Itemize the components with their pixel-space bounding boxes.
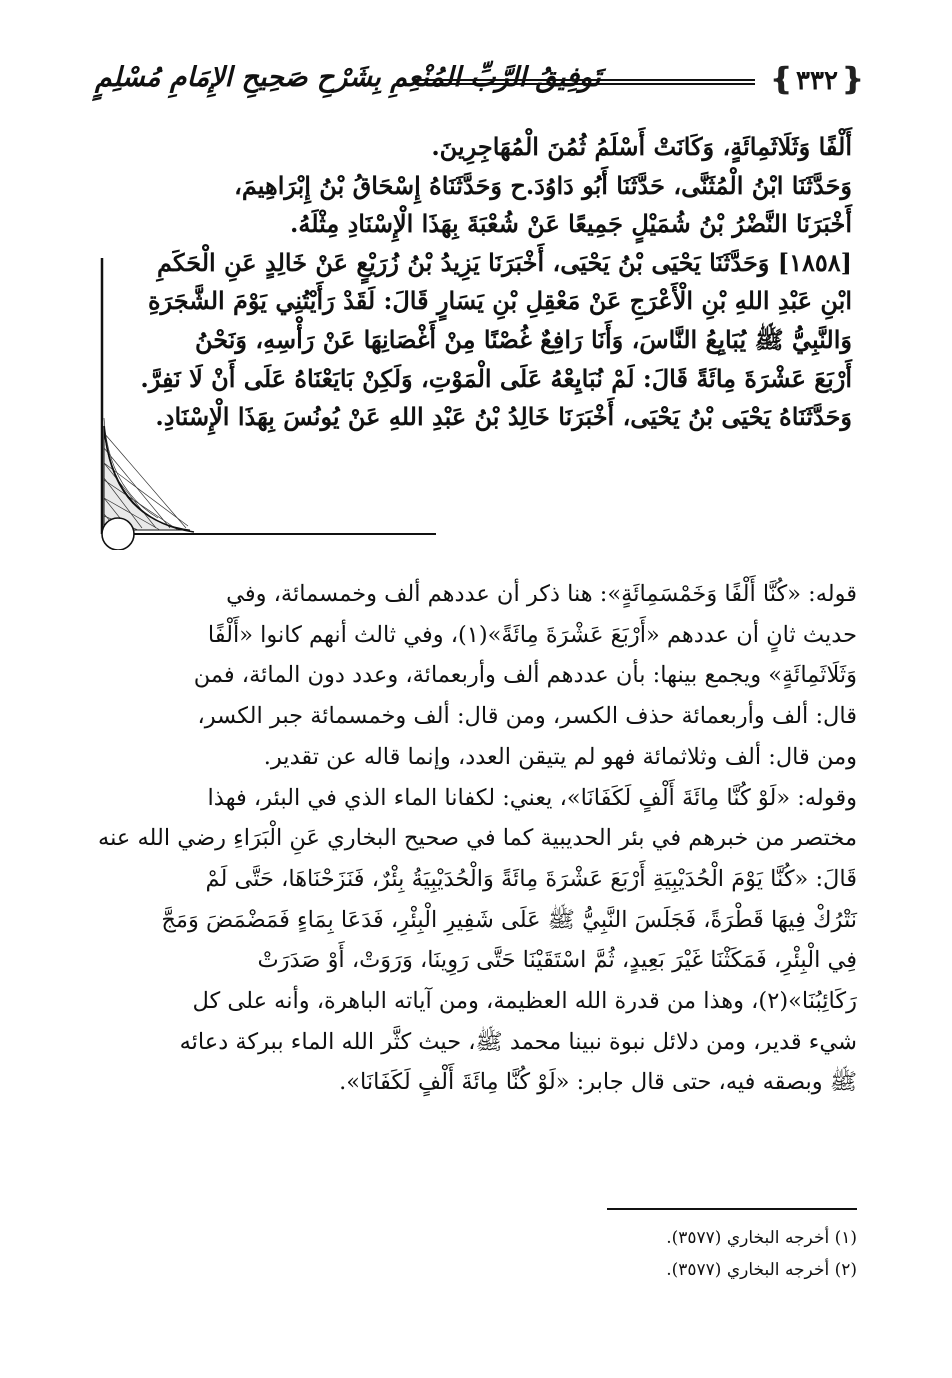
page-number-frame <box>769 58 865 104</box>
footnotes <box>95 1222 857 1286</box>
commentary-line: قال: ألف وأربعمائة حذف الكسر، ومن قال: ألف وخمسمائة جبر الكسر، <box>197 703 857 730</box>
commentary-line: ومن قال: ألف وثلاثمائة فهو لم يتيقن العدد، وإنما قاله عن تقدير. <box>263 743 857 770</box>
commentary-line: فِي الْبِئْرِ، فَمَكَثْنَا غَيْرَ بَعِيدٍ، ثُمَّ اسْتَقَيْنَا حَتَّى رَوِينَا، وَرَوَتْ، أَوْ صَدَرَتْ <box>257 947 857 974</box>
hadith-line: ابْنِ عَبْدِ اللهِ بْنِ الْأَعْرَجِ عَنْ مَعْقِلِ بْنِ يَسَارٍ قَالَ: لَقَدْ رَأَيْتُنِي يَوْمَ الشَّجَرَةِ <box>147 286 852 316</box>
commentary-line: نَتْرُكْ فِيهَا قَطْرَةً، فَجَلَسَ النَّبِيُّ ﷺ عَلَى شَفِيرِ الْبِئْرِ، فَدَعَا بِمَاءٍ فَمَضْمَضَ وَمَجَّ <box>161 906 857 933</box>
hadith-line: وَحَدَّثَنَاهُ يَحْيَى بْنُ يَحْيَى، أَخْبَرَنَا خَالِدُ بْنُ عَبْدِ اللهِ عَنْ يُونُسَ بِهَذَا الْإِسْنَادِ. <box>155 402 852 432</box>
commentary-line: وَثَلَاثَمِائَةٍ» ويجمع بينها: بأن عددهم ألف وأربعمائة، وعدد دون المائة، فمن <box>193 662 857 689</box>
hadith-line: أَلْفًا وَثَلَاثَمِائَةٍ، وَكَانَتْ أَسْلَمُ ثُمُنَ الْمُهَاجِرِينَ. <box>431 132 852 161</box>
commentary-line: قوله: «كُنَّا أَلْفًا وَخَمْسَمِائَةٍ»: هنا ذكر أن عددهم ألف وخمسمائة، وفي <box>226 581 857 607</box>
hadith-line: وَالنَّبِيُّ ﷺ يُبَايِعُ النَّاسَ، وَأَنَا رَافِعٌ غُصْنًا مِنْ أَغْصَانِهَا عَنْ رَأْسِهِ، وَنَحْنُ <box>194 324 852 354</box>
commentary-line: وقوله: «لَوْ كُنَّا مِائَةَ أَلْفٍ لَكَفَانَا»، يعني: لكفانا الماء الذي في البئر، فهذا <box>207 784 857 811</box>
footnote-1: (١) أخرجه البخاري (٣٥٧٧). <box>666 1228 857 1248</box>
hadith-line: [١٨٥٨] وَحَدَّثَنَا يَحْيَى بْنُ يَحْيَى، أَخْبَرَنَا يَزِيدُ بْنُ زُرَيْعٍ عَنْ خَالِدٍ عَنِ الْحَكَمِ <box>156 247 852 277</box>
commentary-line: رَكَائِبُنَا»(٢)، وهذا من قدرة الله العظيمة، ومن آياته الباهرة، وأنه على كل <box>192 988 857 1015</box>
commentary-line: شيء قدير، ومن دلائل نبوة نبينا محمد ﷺ، حيث كثَّر الله الماء ببركة دعائه <box>179 1028 857 1055</box>
commentary-text <box>95 574 857 1103</box>
hadith-line: وَحَدَّثَنَا ابْنُ الْمُثَنَّى، حَدَّثَنَا أَبُو دَاوُدَ.ح وَحَدَّثَنَاهُ إِسْحَاقُ بْنُ إِبْرَاهِيمَ، <box>234 170 852 200</box>
hadith-line: أَرْبَعَ عَشْرَةَ مِائَةً قَالَ: لَمْ نُبَايِعْهُ عَلَى الْمَوْتِ، وَلَكِنْ بَايَعْنَاهُ عَلَى أَنْ لَا نَفِرَّ. <box>140 363 852 393</box>
footnote-2: (٢) أخرجه البخاري (٣٥٧٧). <box>666 1260 857 1280</box>
commentary-line: ﷺ وبصقه فيه، حتى قال جابر: «لَوْ كُنَّا مِائَةَ أَلْفٍ لَكَفَانَا». <box>339 1069 857 1096</box>
page-header <box>95 58 865 108</box>
ornament-right-icon: ❴ <box>839 62 865 97</box>
commentary-line: مختصر من خبرهم في بئر الحديبية كما في صحيح البخاري عَنِ الْبَرَاءِ رضي الله عنه <box>98 825 857 852</box>
commentary-line: قَالَ: «كُنَّا يَوْمَ الْحُدَيْبِيَةِ أَرْبَعَ عَشْرَةَ مِائَةً وَالْحُدَيْبِيَةُ بِئْرٌ، فَنَزَحْنَاهَا، حَتَّى لَمْ <box>205 865 857 892</box>
ornament-left-icon: ❵ <box>769 62 795 97</box>
book-title: تَوفِيقُ الرَّبِّ المُنْعِمِ بِشَرْحِ صَحِيحِ الإِمَامِ مُسْلِمٍ <box>95 62 601 93</box>
hadith-text <box>128 128 852 437</box>
footnote-separator <box>607 1208 857 1210</box>
page-number: ٣٣٢ <box>796 66 838 96</box>
commentary-line: حديث ثانٍ أن عددهم «أَرْبَعَ عَشْرَةَ مِائَةً»(١)، وفي ثالث أنهم كانوا «أَلْفًا <box>207 621 857 648</box>
hadith-line: أَخْبَرَنَا النَّضْرُ بْنُ شُمَيْلٍ جَمِيعًا عَنْ شُعْبَةَ بِهَذَا الْإِسْنَادِ مِثْلَهُ. <box>289 209 852 239</box>
